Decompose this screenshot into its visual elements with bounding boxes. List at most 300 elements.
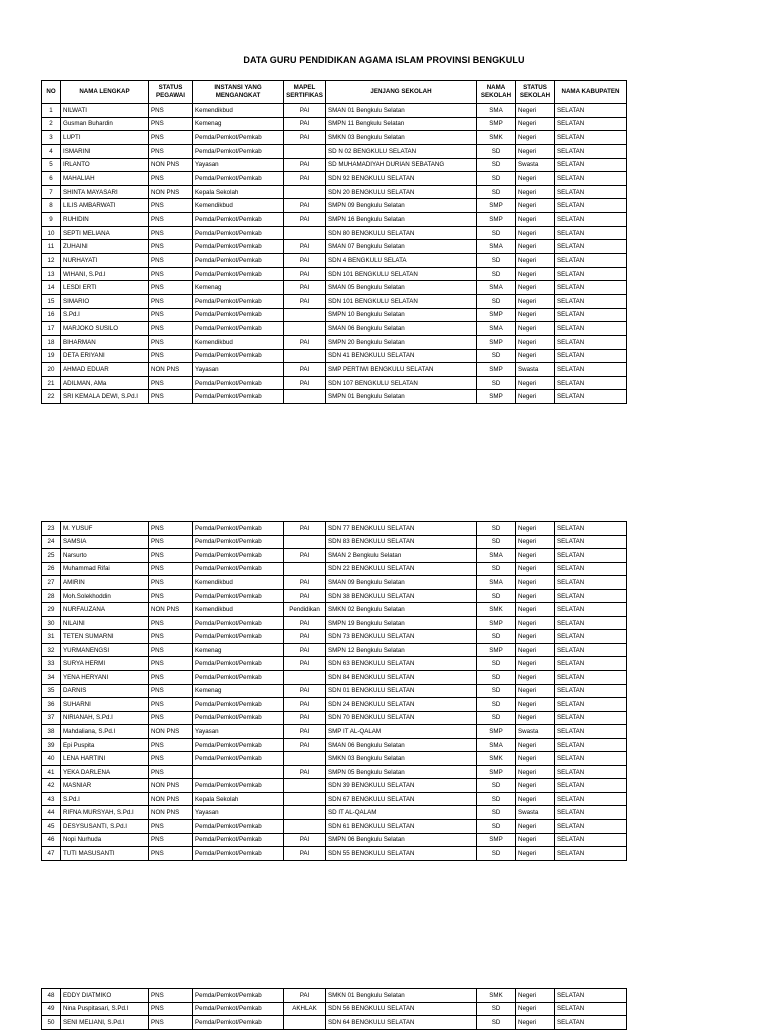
table-row (42, 603, 627, 617)
cell-no: 25 (42, 549, 61, 563)
cell-nama-lengkap: Nina Puspitasari, S.Pd.I (61, 1002, 149, 1016)
table-row (42, 779, 627, 793)
cell-nama-lengkap: IRLANTO (61, 158, 149, 172)
cell-status-pegawai: PNS (149, 738, 193, 752)
cell-instansi: Pemda/Pemkot/Pemkab (193, 226, 284, 240)
cell-status-sekolah: Negeri (516, 616, 555, 630)
cell-nama-sekolah: SMP (477, 363, 516, 377)
teacher-table-section-2 (41, 521, 627, 861)
cell-mapel: PAI (284, 630, 326, 644)
cell-status-pegawai: PNS (149, 199, 193, 213)
cell-nama-sekolah: SD (477, 376, 516, 390)
cell-mapel: PAI (284, 104, 326, 118)
cell-instansi: Pemda/Pemkot/Pemkab (193, 779, 284, 793)
col-header-instansi: INSTANSI YANG MENGANGKAT (193, 81, 284, 104)
cell-instansi: Kemendikbud (193, 199, 284, 213)
cell-nama-lengkap: AHMAD EDUAR (61, 363, 149, 377)
cell-status-sekolah: Negeri (516, 390, 555, 404)
cell-jenjang-sekolah: SDN 39 BENGKULU SELATAN (326, 779, 477, 793)
cell-no: 5 (42, 158, 61, 172)
cell-nama-lengkap: YEKA DARLENA (61, 765, 149, 779)
cell-mapel: AKHLAK (284, 1002, 326, 1016)
cell-nama-sekolah: SMP (477, 117, 516, 131)
cell-nama-kabupaten: SELATAN (555, 376, 627, 390)
cell-status-pegawai: PNS (149, 213, 193, 227)
cell-status-pegawai: PNS (149, 308, 193, 322)
cell-jenjang-sekolah: SD IT AL-QALAM (326, 806, 477, 820)
cell-no: 37 (42, 711, 61, 725)
cell-mapel: PAI (284, 657, 326, 671)
cell-instansi: Pemda/Pemkot/Pemkab (193, 738, 284, 752)
cell-status-sekolah: Negeri (516, 671, 555, 685)
cell-no: 48 (42, 989, 61, 1003)
cell-nama-lengkap: M. YUSUF (61, 522, 149, 536)
cell-nama-sekolah: SD (477, 226, 516, 240)
cell-nama-lengkap: SUHARNI (61, 698, 149, 712)
cell-mapel: PAI (284, 549, 326, 563)
table-row (42, 308, 627, 322)
cell-instansi: Pemda/Pemkot/Pemkab (193, 671, 284, 685)
cell-status-sekolah: Negeri (516, 117, 555, 131)
cell-mapel: PAI (284, 725, 326, 739)
cell-mapel: PAI (284, 847, 326, 861)
table-row (42, 576, 627, 590)
cell-instansi: Yayasan (193, 806, 284, 820)
table-row (42, 616, 627, 630)
cell-no: 50 (42, 1016, 61, 1030)
col-header-status-sekolah: STATUS SEKOLAH (516, 81, 555, 104)
cell-nama-lengkap: SEPTI MELIANA (61, 226, 149, 240)
cell-mapel: PAI (284, 684, 326, 698)
cell-no: 43 (42, 792, 61, 806)
cell-status-pegawai: NON PNS (149, 779, 193, 793)
cell-nama-lengkap: DESYSUSANTI, S.Pd.I (61, 820, 149, 834)
cell-no: 1 (42, 104, 61, 118)
cell-jenjang-sekolah: SD MUHAMADIYAH DURIAN SEBATANG (326, 158, 477, 172)
cell-status-pegawai: NON PNS (149, 725, 193, 739)
cell-nama-kabupaten: SELATAN (555, 989, 627, 1003)
cell-nama-lengkap: BIHARMAN (61, 335, 149, 349)
cell-instansi: Pemda/Pemkot/Pemkab (193, 144, 284, 158)
cell-status-pegawai: PNS (149, 698, 193, 712)
cell-status-sekolah: Negeri (516, 267, 555, 281)
table-row (42, 294, 627, 308)
cell-mapel: PAI (284, 833, 326, 847)
table-row (42, 698, 627, 712)
cell-jenjang-sekolah: SMPN 20 Bengkulu Selatan (326, 335, 477, 349)
cell-no: 23 (42, 522, 61, 536)
cell-nama-kabupaten: SELATAN (555, 158, 627, 172)
cell-status-pegawai: PNS (149, 765, 193, 779)
cell-nama-lengkap: Epi Puspita (61, 738, 149, 752)
cell-jenjang-sekolah: SMKN 01 Bengkulu Selatan (326, 989, 477, 1003)
cell-status-pegawai: PNS (149, 711, 193, 725)
cell-jenjang-sekolah: SMPN 05 Bengkulu Selatan (326, 765, 477, 779)
cell-status-sekolah: Negeri (516, 603, 555, 617)
cell-nama-sekolah: SD (477, 1002, 516, 1016)
cell-nama-kabupaten: SELATAN (555, 1002, 627, 1016)
cell-mapel: PAI (284, 589, 326, 603)
cell-jenjang-sekolah: SMPN 11 Bengkulu Selatan (326, 117, 477, 131)
cell-nama-sekolah: SD (477, 589, 516, 603)
cell-no: 19 (42, 349, 61, 363)
cell-mapel: PAI (284, 294, 326, 308)
cell-jenjang-sekolah: SDN 41 BENGKULU SELATAN (326, 349, 477, 363)
cell-instansi: Kemenag (193, 643, 284, 657)
cell-instansi: Pemda/Pemkot/Pemkab (193, 1002, 284, 1016)
cell-jenjang-sekolah: SDN 38 BENGKULU SELATAN (326, 589, 477, 603)
table-row (42, 376, 627, 390)
cell-mapel: PAI (284, 131, 326, 145)
cell-nama-lengkap: NILWATI (61, 104, 149, 118)
cell-nama-lengkap: DETA ERIYANI (61, 349, 149, 363)
cell-mapel (284, 185, 326, 199)
cell-nama-sekolah: SMP (477, 833, 516, 847)
cell-mapel: PAI (284, 376, 326, 390)
cell-status-sekolah: Negeri (516, 144, 555, 158)
cell-no: 8 (42, 199, 61, 213)
cell-status-sekolah: Negeri (516, 562, 555, 576)
cell-nama-lengkap: ZUHAINI (61, 240, 149, 254)
cell-instansi: Kepala Sekolah (193, 185, 284, 199)
cell-status-sekolah: Negeri (516, 213, 555, 227)
cell-status-pegawai: NON PNS (149, 603, 193, 617)
cell-jenjang-sekolah: SMPN 12 Bengkulu Selatan (326, 643, 477, 657)
cell-status-pegawai: PNS (149, 630, 193, 644)
cell-nama-lengkap: EDDY DIATMIKO (61, 989, 149, 1003)
cell-nama-kabupaten: SELATAN (555, 172, 627, 186)
cell-status-pegawai: PNS (149, 294, 193, 308)
cell-no: 44 (42, 806, 61, 820)
cell-nama-sekolah: SMA (477, 738, 516, 752)
cell-status-pegawai: PNS (149, 671, 193, 685)
cell-jenjang-sekolah: SDN 80 BENGKULU SELATAN (326, 226, 477, 240)
cell-instansi: Pemda/Pemkot/Pemkab (193, 535, 284, 549)
cell-status-sekolah: Negeri (516, 820, 555, 834)
table-row (42, 335, 627, 349)
cell-no: 22 (42, 390, 61, 404)
cell-jenjang-sekolah: SDN 55 BENGKULU SELATAN (326, 847, 477, 861)
cell-no: 2 (42, 117, 61, 131)
cell-jenjang-sekolah: SMAN 05 Bengkulu Selatan (326, 281, 477, 295)
cell-nama-kabupaten: SELATAN (555, 349, 627, 363)
table-row (42, 711, 627, 725)
cell-nama-sekolah: SD (477, 792, 516, 806)
cell-status-pegawai: PNS (149, 376, 193, 390)
cell-no: 9 (42, 213, 61, 227)
cell-nama-kabupaten: SELATAN (555, 104, 627, 118)
cell-jenjang-sekolah: SDN 107 BENGKULU SELATAN (326, 376, 477, 390)
cell-nama-sekolah: SD (477, 254, 516, 268)
cell-nama-lengkap: Nopi Nurhuda (61, 833, 149, 847)
cell-status-pegawai: NON PNS (149, 806, 193, 820)
cell-nama-sekolah: SD (477, 698, 516, 712)
cell-nama-sekolah: SMK (477, 989, 516, 1003)
cell-instansi: Pemda/Pemkot/Pemkab (193, 847, 284, 861)
table-row (42, 185, 627, 199)
cell-jenjang-sekolah: SMPN 06 Bengkulu Selatan (326, 833, 477, 847)
table-row (42, 549, 627, 563)
cell-nama-kabupaten: SELATAN (555, 738, 627, 752)
table-row (42, 199, 627, 213)
cell-mapel (284, 671, 326, 685)
cell-no: 42 (42, 779, 61, 793)
cell-status-sekolah: Negeri (516, 294, 555, 308)
cell-mapel: PAI (284, 158, 326, 172)
cell-nama-kabupaten: SELATAN (555, 131, 627, 145)
cell-nama-kabupaten: SELATAN (555, 226, 627, 240)
cell-instansi: Kemendikbud (193, 335, 284, 349)
cell-nama-kabupaten: SELATAN (555, 144, 627, 158)
cell-nama-kabupaten: SELATAN (555, 711, 627, 725)
cell-status-sekolah: Negeri (516, 281, 555, 295)
cell-no: 36 (42, 698, 61, 712)
cell-instansi: Pemda/Pemkot/Pemkab (193, 589, 284, 603)
table-row (42, 657, 627, 671)
cell-nama-kabupaten: SELATAN (555, 833, 627, 847)
cell-instansi: Pemda/Pemkot/Pemkab (193, 172, 284, 186)
cell-no: 39 (42, 738, 61, 752)
cell-status-pegawai: PNS (149, 240, 193, 254)
cell-nama-kabupaten: SELATAN (555, 335, 627, 349)
table-row (42, 535, 627, 549)
cell-mapel (284, 779, 326, 793)
cell-nama-lengkap: NURHAYATI (61, 254, 149, 268)
cell-status-sekolah: Negeri (516, 1002, 555, 1016)
cell-jenjang-sekolah: SMKN 03 Bengkulu Selatan (326, 752, 477, 766)
cell-nama-kabupaten: SELATAN (555, 117, 627, 131)
cell-jenjang-sekolah: SDN 101 BENGKULU SELATAN (326, 294, 477, 308)
cell-no: 31 (42, 630, 61, 644)
cell-nama-kabupaten: SELATAN (555, 698, 627, 712)
page-title: DATA GURU PENDIDIKAN AGAMA ISLAM PROVINSI BENGKULU (243, 55, 525, 65)
cell-nama-sekolah: SMK (477, 752, 516, 766)
cell-no: 27 (42, 576, 61, 590)
cell-status-pegawai: PNS (149, 522, 193, 536)
cell-status-pegawai: PNS (149, 535, 193, 549)
cell-no: 18 (42, 335, 61, 349)
cell-instansi: Kemenag (193, 117, 284, 131)
cell-status-sekolah: Swasta (516, 158, 555, 172)
cell-jenjang-sekolah: SMPN 09 Bengkulu Selatan (326, 199, 477, 213)
col-header-mapel-sertifikasi: MAPEL SERTIFIKAS (284, 81, 326, 104)
cell-instansi: Pemda/Pemkot/Pemkab (193, 522, 284, 536)
cell-nama-kabupaten: SELATAN (555, 281, 627, 295)
cell-nama-kabupaten: SELATAN (555, 616, 627, 630)
cell-nama-lengkap: NURFAUZANA (61, 603, 149, 617)
table-row (42, 390, 627, 404)
cell-nama-kabupaten: SELATAN (555, 657, 627, 671)
cell-nama-sekolah: SD (477, 779, 516, 793)
cell-instansi: Pemda/Pemkot/Pemkab (193, 390, 284, 404)
cell-jenjang-sekolah: SMPN 19 Bengkulu Selatan (326, 616, 477, 630)
cell-jenjang-sekolah: SMKN 03 Bengkulu Selatan (326, 131, 477, 145)
cell-mapel: PAI (284, 213, 326, 227)
cell-nama-sekolah: SD (477, 630, 516, 644)
cell-instansi: Pemda/Pemkot/Pemkab (193, 833, 284, 847)
cell-jenjang-sekolah: SDN 67 BENGKULU SELATAN (326, 792, 477, 806)
cell-status-sekolah: Swasta (516, 363, 555, 377)
cell-status-pegawai: PNS (149, 390, 193, 404)
cell-status-sekolah: Swasta (516, 725, 555, 739)
cell-jenjang-sekolah: SMPN 16 Bengkulu Selatan (326, 213, 477, 227)
cell-nama-kabupaten: SELATAN (555, 603, 627, 617)
cell-status-sekolah: Negeri (516, 535, 555, 549)
cell-nama-lengkap: ISMARINI (61, 144, 149, 158)
cell-no: 46 (42, 833, 61, 847)
cell-mapel (284, 308, 326, 322)
cell-no: 4 (42, 144, 61, 158)
cell-nama-kabupaten: SELATAN (555, 806, 627, 820)
table-row (42, 752, 627, 766)
table-header-row (42, 81, 627, 104)
cell-nama-kabupaten: SELATAN (555, 254, 627, 268)
cell-status-pegawai: NON PNS (149, 158, 193, 172)
cell-instansi: Pemda/Pemkot/Pemkab (193, 322, 284, 336)
cell-nama-sekolah: SMA (477, 281, 516, 295)
cell-status-sekolah: Negeri (516, 833, 555, 847)
cell-no: 32 (42, 643, 61, 657)
cell-jenjang-sekolah: SDN 56 BENGKULU SELATAN (326, 1002, 477, 1016)
cell-status-sekolah: Negeri (516, 240, 555, 254)
cell-nama-kabupaten: SELATAN (555, 240, 627, 254)
cell-nama-lengkap: Narsurto (61, 549, 149, 563)
cell-nama-lengkap: SAMSIA (61, 535, 149, 549)
cell-status-sekolah: Negeri (516, 989, 555, 1003)
cell-mapel: PAI (284, 643, 326, 657)
cell-nama-lengkap: Gusman Buhardin (61, 117, 149, 131)
cell-status-pegawai: NON PNS (149, 363, 193, 377)
cell-nama-lengkap: SURYA HERMI (61, 657, 149, 671)
cell-status-pegawai: PNS (149, 643, 193, 657)
cell-nama-lengkap: LILIS AMBARWATI (61, 199, 149, 213)
cell-nama-kabupaten: SELATAN (555, 213, 627, 227)
cell-no: 12 (42, 254, 61, 268)
cell-status-sekolah: Negeri (516, 226, 555, 240)
cell-mapel (284, 144, 326, 158)
table-row (42, 363, 627, 377)
cell-no: 24 (42, 535, 61, 549)
cell-nama-sekolah: SMA (477, 104, 516, 118)
cell-jenjang-sekolah: SMKN 02 Bengkulu Selatan (326, 603, 477, 617)
cell-status-pegawai: PNS (149, 267, 193, 281)
table-row (42, 989, 627, 1003)
cell-nama-kabupaten: SELATAN (555, 363, 627, 377)
cell-nama-sekolah: SD (477, 711, 516, 725)
cell-mapel: PAI (284, 172, 326, 186)
cell-nama-sekolah: SD (477, 172, 516, 186)
cell-jenjang-sekolah: SMAN 07 Bengkulu Selatan (326, 240, 477, 254)
cell-status-sekolah: Negeri (516, 322, 555, 336)
cell-nama-kabupaten: SELATAN (555, 643, 627, 657)
cell-jenjang-sekolah: SDN 22 BENGKULU SELATAN (326, 562, 477, 576)
cell-nama-sekolah: SD (477, 267, 516, 281)
cell-jenjang-sekolah: SDN 83 BENGKULU SELATAN (326, 535, 477, 549)
cell-status-pegawai: PNS (149, 684, 193, 698)
cell-status-sekolah: Negeri (516, 1016, 555, 1030)
cell-status-pegawai: PNS (149, 144, 193, 158)
col-header-no: NO (42, 81, 61, 104)
col-header-jenjang-sekolah: JENJANG SEKOLAH (326, 81, 477, 104)
cell-nama-lengkap: YENA HERYANI (61, 671, 149, 685)
cell-status-pegawai: PNS (149, 117, 193, 131)
cell-mapel (284, 349, 326, 363)
table-row (42, 144, 627, 158)
cell-nama-sekolah: SMA (477, 576, 516, 590)
cell-instansi: Kemenag (193, 281, 284, 295)
cell-nama-lengkap: Moh.Solekhoddin (61, 589, 149, 603)
cell-nama-kabupaten: SELATAN (555, 267, 627, 281)
cell-nama-kabupaten: SELATAN (555, 522, 627, 536)
table-row (42, 226, 627, 240)
cell-nama-sekolah: SMP (477, 765, 516, 779)
table-row (42, 213, 627, 227)
cell-status-sekolah: Negeri (516, 792, 555, 806)
cell-nama-kabupaten: SELATAN (555, 779, 627, 793)
cell-no: 11 (42, 240, 61, 254)
cell-jenjang-sekolah: SDN 92 BENGKULU SELATAN (326, 172, 477, 186)
table-row (42, 725, 627, 739)
cell-instansi: Pemda/Pemkot/Pemkab (193, 308, 284, 322)
cell-status-pegawai: PNS (149, 349, 193, 363)
cell-mapel: PAI (284, 363, 326, 377)
cell-no: 21 (42, 376, 61, 390)
cell-no: 6 (42, 172, 61, 186)
cell-mapel: PAI (284, 765, 326, 779)
cell-no: 29 (42, 603, 61, 617)
cell-nama-lengkap: Muhammad Rifai (61, 562, 149, 576)
cell-jenjang-sekolah: SMAN 2 Bengkulu Selatan (326, 549, 477, 563)
cell-nama-kabupaten: SELATAN (555, 576, 627, 590)
cell-status-pegawai: PNS (149, 820, 193, 834)
cell-nama-lengkap: NIRIANAH, S.Pd.I (61, 711, 149, 725)
cell-instansi: Pemda/Pemkot/Pemkab (193, 989, 284, 1003)
cell-mapel: PAI (284, 522, 326, 536)
table-row (42, 643, 627, 657)
cell-instansi: Pemda/Pemkot/Pemkab (193, 752, 284, 766)
cell-nama-lengkap: SRI KEMALA DEWI, S.Pd.I (61, 390, 149, 404)
cell-instansi: Pemda/Pemkot/Pemkab (193, 616, 284, 630)
cell-status-pegawai: PNS (149, 589, 193, 603)
table-row (42, 1002, 627, 1016)
table-row (42, 131, 627, 145)
cell-instansi: Pemda/Pemkot/Pemkab (193, 240, 284, 254)
cell-instansi: Pemda/Pemkot/Pemkab (193, 698, 284, 712)
cell-nama-sekolah: SD (477, 847, 516, 861)
cell-instansi: Kemendikbud (193, 603, 284, 617)
cell-jenjang-sekolah: SDN 64 BENGKULU SELATAN (326, 1016, 477, 1030)
cell-jenjang-sekolah: SDN 84 BENGKULU SELATAN (326, 671, 477, 685)
cell-nama-lengkap: S.Pd.I (61, 308, 149, 322)
cell-status-pegawai: PNS (149, 833, 193, 847)
cell-status-pegawai: PNS (149, 322, 193, 336)
teacher-table-section-1 (41, 80, 627, 404)
cell-status-sekolah: Swasta (516, 806, 555, 820)
table-row (42, 847, 627, 861)
table-row (42, 254, 627, 268)
cell-nama-sekolah: SD (477, 144, 516, 158)
table-row (42, 562, 627, 576)
cell-nama-sekolah: SD (477, 1016, 516, 1030)
cell-no: 38 (42, 725, 61, 739)
cell-nama-kabupaten: SELATAN (555, 752, 627, 766)
cell-nama-lengkap: LESDI ERTI (61, 281, 149, 295)
cell-nama-lengkap: TETEN SUMARNI (61, 630, 149, 644)
cell-status-sekolah: Negeri (516, 657, 555, 671)
cell-status-pegawai: PNS (149, 616, 193, 630)
cell-status-pegawai: PNS (149, 254, 193, 268)
cell-status-pegawai: PNS (149, 1002, 193, 1016)
